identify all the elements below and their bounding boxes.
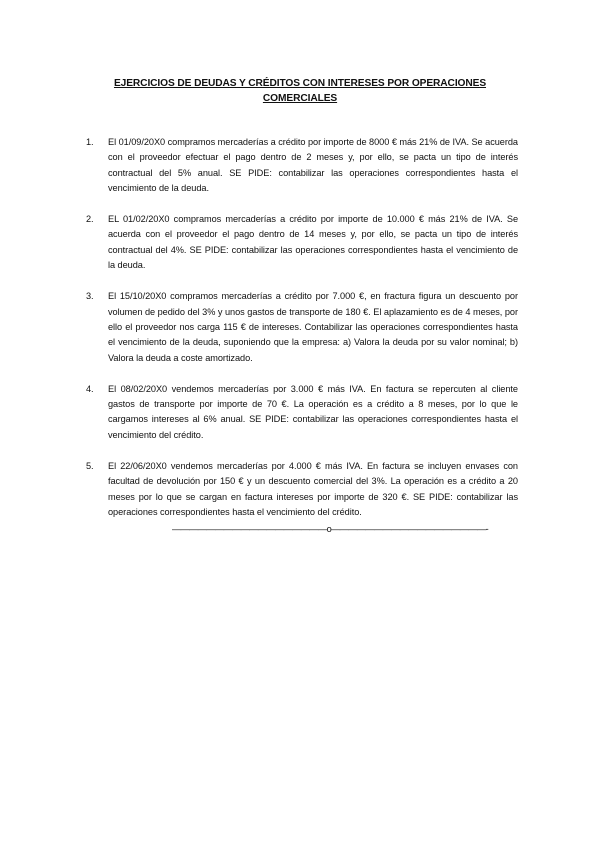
exercise-item xyxy=(86,289,518,365)
end-separator: ——————————————————o——————————————————- xyxy=(172,524,489,534)
exercise-number: 4. xyxy=(86,383,94,394)
exercise-text: El 01/09/20X0 compramos mercaderías a crédito por importe de 8000 € más 21% de IVA. Se acuerda con el proveedor efectuar el pago dentro de 2 meses y, por ello, se pacta un tipo de interés contractual del 5% anual. SE PIDE: contabilizar las operaciones correspondientes hasta el vencimiento de la deuda. xyxy=(108,137,518,193)
exercise-text: El 08/02/20X0 vendemos mercaderías por 3.000 € más IVA. En factura se repercuten al cliente gastos de transporte por importe de 70 €. La operación es a crédito a 8 meses, por lo que le cargamos intereses al 6% anual. SE PIDE: contabilizar las operaciones correspondientes hasta el vencimiento del crédito. xyxy=(108,383,518,440)
exercise-item xyxy=(86,382,518,443)
exercise-text: El 22/06/20X0 vendemos mercaderías por 4.000 € más IVA. En factura se incluyen envases con facultad de devolución por 150 € y un descuento comercial del 3%. La operación es a crédito a 20 meses por lo que se cargan en factura intereses por importe de 320 €. SE PIDE: contabilizar las operaciones correspondientes hasta el vencimiento del crédito. xyxy=(108,461,518,517)
exercise-number: 3. xyxy=(86,291,94,302)
exercise-item xyxy=(86,135,518,196)
exercise-text: El 15/10/20X0 compramos mercaderías a crédito por 7.000 €, en fractura figura un descuento por volumen de pedido del 3% y unos gastos de transporte de 180 €. El aplazamiento es de 4 meses, por ello el proveedor nos carga 115 € de intereses. Contabilizar las operaciones correspondientes hasta el vencimiento de la deuda, suponiendo que la empresa: a) Valora la deuda por su valor nominal; b) Valora la deuda a coste amortizado. xyxy=(108,291,518,363)
exercise-number: 2. xyxy=(86,214,94,225)
exercise-number: 5. xyxy=(86,461,94,472)
document-title: EJERCICIOS DE DEUDAS Y CRÉDITOS CON INTERESES POR OPERACIONES COMERCIALES xyxy=(113,78,487,104)
exercise-item xyxy=(86,459,518,520)
exercise-number: 1. xyxy=(86,137,94,147)
exercise-list xyxy=(86,135,518,536)
exercise-text: EL 01/02/20X0 compramos mercaderías a crédito por importe de 10.000 € más 21% de IVA. Se acuerda con el proveedor el pago dentro de 14 meses y, por ello, se pacta un tipo de interés contractual del 4%. SE PIDE: contabilizar las operaciones correspondientes hasta el vencimiento de la deuda. xyxy=(108,214,518,271)
exercise-item xyxy=(86,212,518,273)
